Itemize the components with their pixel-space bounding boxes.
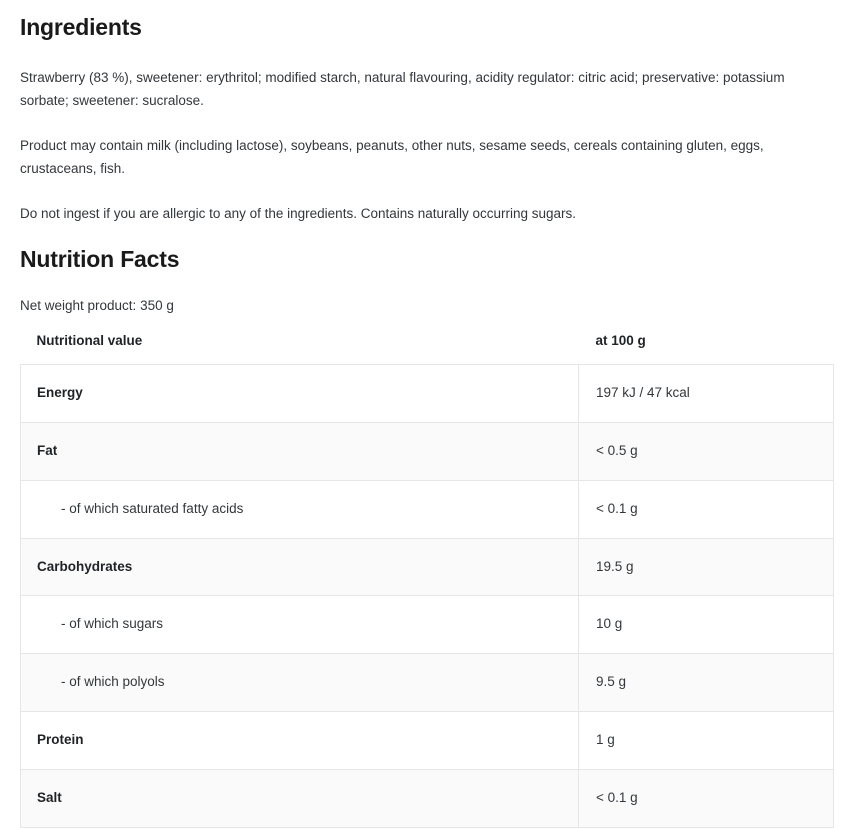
nutrition-facts-heading: Nutrition Facts [20, 245, 180, 272]
table-row [21, 364, 834, 422]
nutrient-value: < 0.1 g [579, 480, 834, 538]
table-row [21, 480, 834, 538]
nutrient-label: Protein [21, 712, 579, 770]
table-row [21, 770, 834, 828]
column-header-at-100g: at 100 g [595, 332, 646, 348]
allergy-advice-text: Do not ingest if you are allergic to any of the ingredients. Contains naturally occurring sugars. [20, 206, 577, 222]
nutrient-value: < 0.1 g [579, 770, 834, 828]
column-header-nutritional-value: Nutritional value [36, 332, 143, 348]
nutrient-label: - of which sugars [21, 596, 579, 654]
nutrient-value: 9.5 g [579, 654, 834, 712]
nutrient-label: - of which saturated fatty acids [21, 480, 579, 538]
table-row [21, 538, 834, 596]
table-row [21, 422, 834, 480]
net-weight-text: Net weight product: 350 g [20, 298, 174, 314]
nutrient-value: 10 g [579, 596, 834, 654]
nutrient-label: Carbohydrates [21, 538, 579, 596]
nutrient-value: 1 g [579, 712, 834, 770]
ingredients-list-text: Strawberry (83 %), sweetener: erythritol; modified starch, natural flavouring, acidity regulator: citric acid; preservative: potassium sorbate; sweetener: sucralose. [20, 69, 785, 108]
nutrient-value: < 0.5 g [579, 422, 834, 480]
allergen-warning-text: Product may contain milk (including lactose), soybeans, peanuts, other nuts, sesame seeds, cereals containing gluten, eggs, crustaceans, fish. [20, 138, 764, 177]
table-row [21, 712, 834, 770]
nutrient-label: - of which polyols [21, 654, 579, 712]
table-row [21, 654, 834, 712]
nutrient-value: 197 kJ / 47 kcal [579, 364, 834, 422]
nutrient-label: Salt [21, 770, 579, 828]
table-body [21, 364, 834, 827]
ingredients-heading: Ingredients [20, 14, 142, 40]
table-row [21, 596, 834, 654]
table-header-row [21, 333, 834, 365]
table-header [21, 333, 834, 365]
nutrient-value: 19.5 g [579, 538, 834, 596]
nutrition-facts-table [20, 333, 834, 828]
nutrient-label: Energy [21, 364, 579, 422]
nutrient-label: Fat [21, 422, 579, 480]
